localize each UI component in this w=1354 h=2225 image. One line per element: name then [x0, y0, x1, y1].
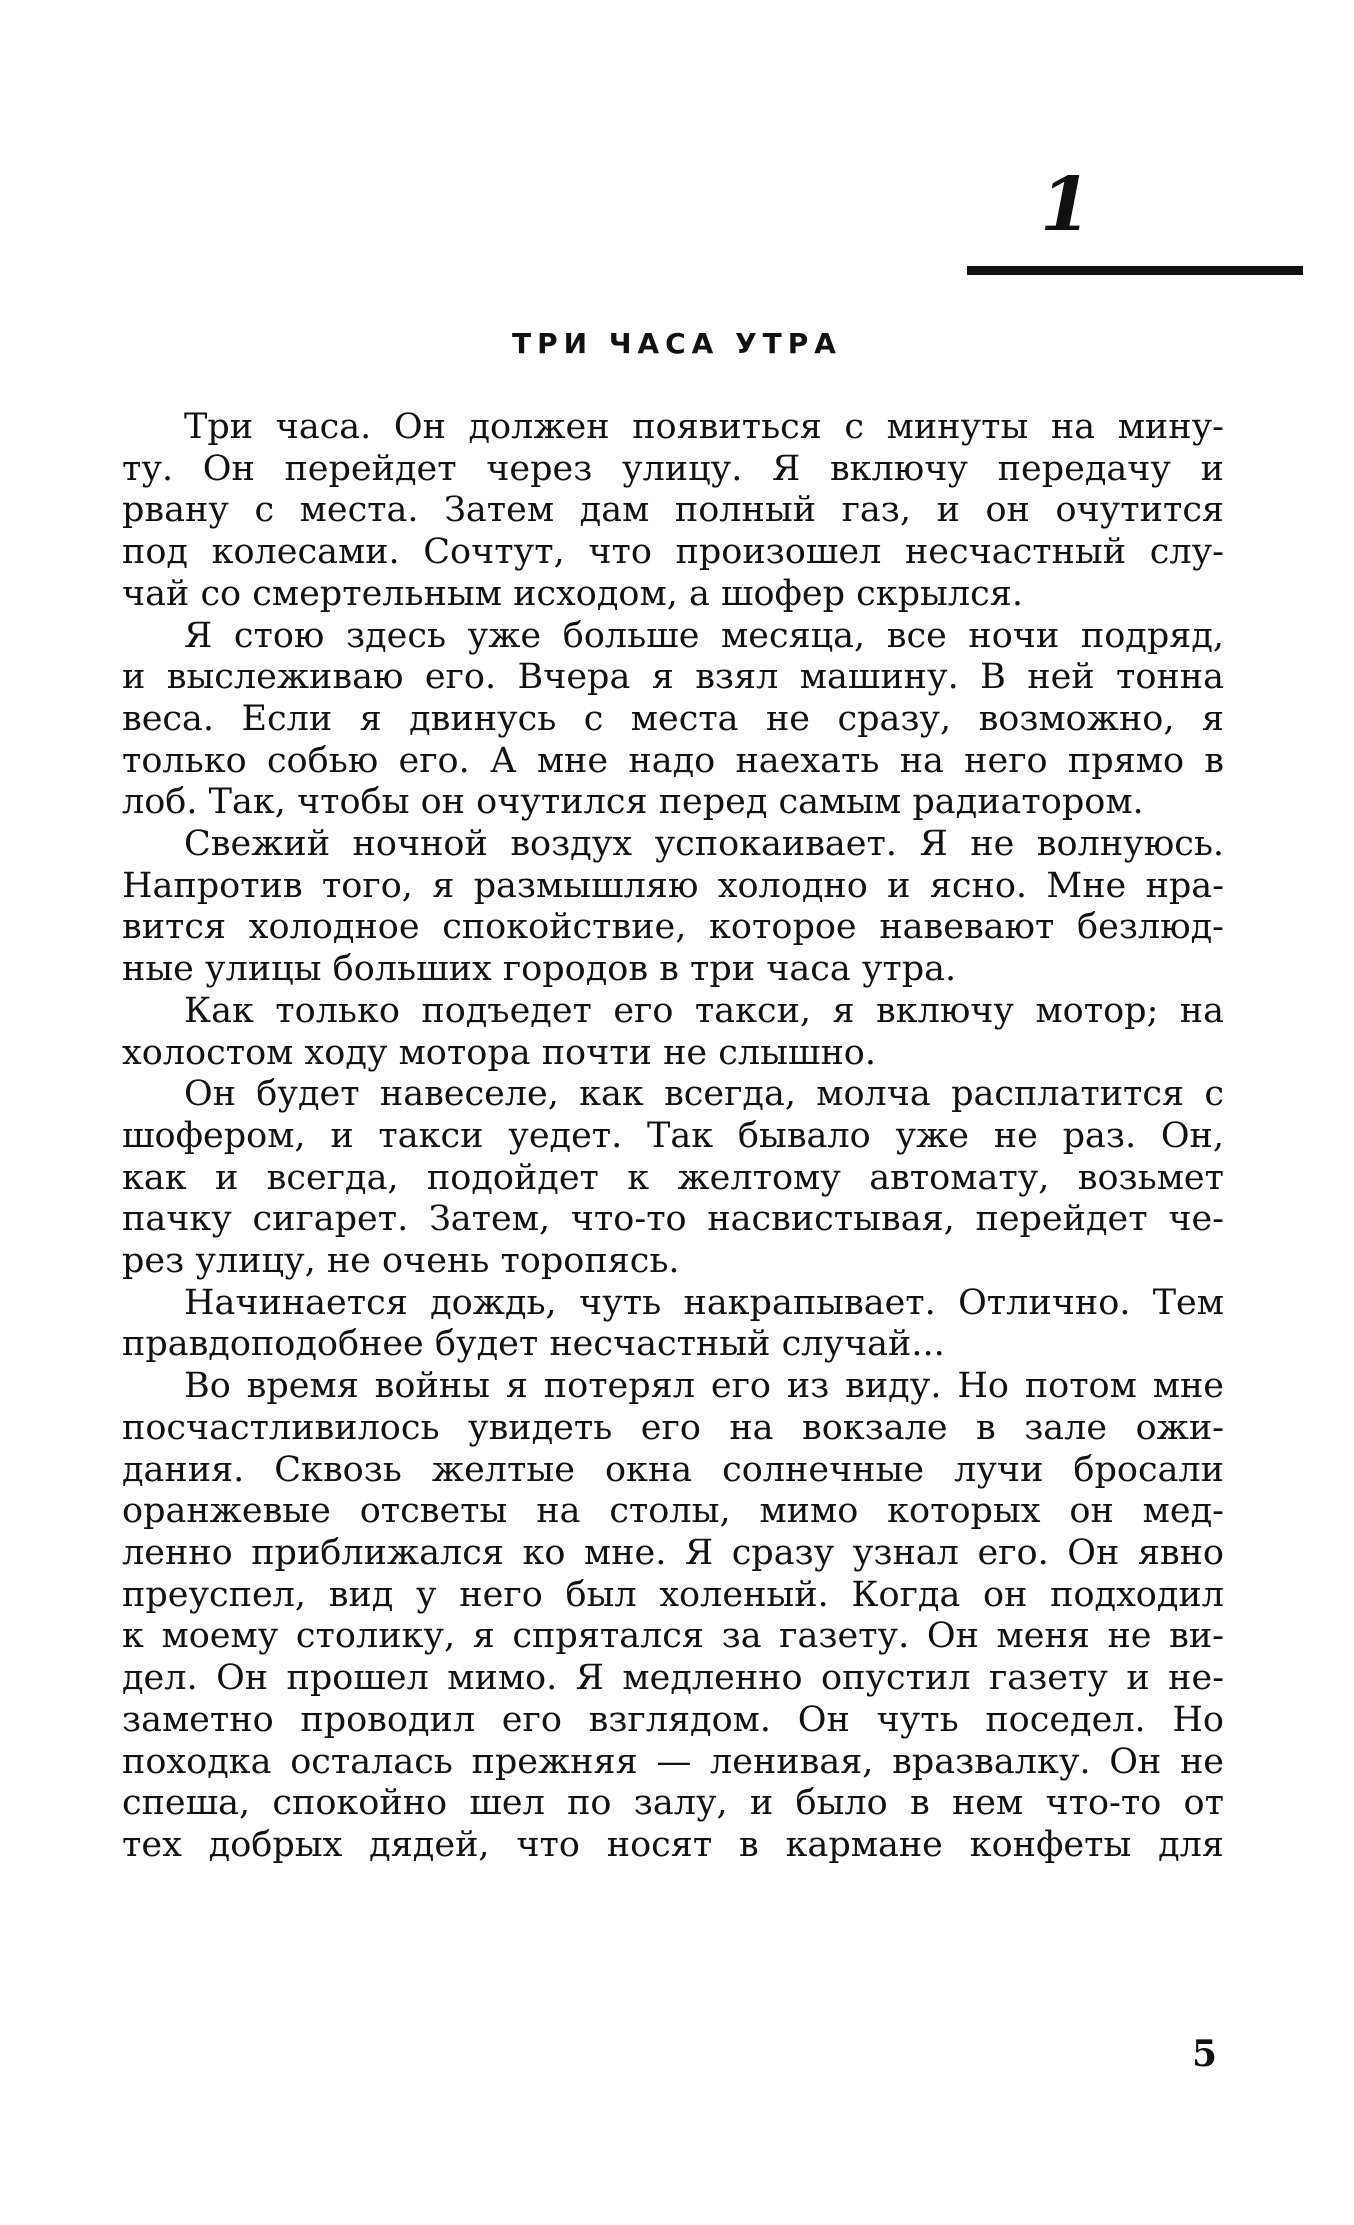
paragraph: [122, 616, 1224, 825]
text-line: веса. Если я двинусь с места не сразу, возможно, я: [122, 698, 1224, 739]
text-line: Свежий ночной воздух успокаивает. Я не волнуюсь.: [184, 824, 1224, 865]
text-line: спеша, спокойно шел по залу, и было в нем что-то от: [122, 1783, 1224, 1824]
text-line: только собью его. А мне надо наехать на него прямо в: [122, 740, 1224, 781]
text-line: Как только подъедет его такси, я включу мотор; на: [184, 990, 1224, 1031]
paragraph: [122, 991, 1224, 1074]
text-line: преуспел, вид у него был холеный. Когда он подходил: [122, 1574, 1224, 1615]
text-line: оранжевые отсветы на столы, мимо которых он мед-: [122, 1491, 1224, 1532]
text-line: ные улицы больших городов в три часа утра.: [122, 949, 957, 990]
text-line: рвану с места. Затем дам полный газ, и он очутится: [122, 490, 1224, 531]
text-line: к моему столику, я спрятался за газету. Он меня не ви-: [122, 1616, 1224, 1657]
text-line: Три часа. Он должен появиться с минуты на мину-: [184, 407, 1224, 447]
text-line: ту. Он перейдет через улицу. Я включу передачу и: [122, 448, 1224, 489]
text-line: и выслеживаю его. Вчера я взял машину. В ней тонна: [122, 657, 1224, 698]
paragraph: [122, 824, 1224, 991]
chapter-title: ТРИ ЧАСА УТРА: [512, 327, 842, 360]
text-line: пачку сигарет. Затем, что-то насвистывая, перейдет че-: [122, 1199, 1224, 1240]
text-line: ленно приближался ко мне. Я сразу узнал его. Он явно: [122, 1532, 1224, 1573]
paragraph: [122, 1074, 1224, 1283]
text-line: как и всегда, подойдет к желтому автомату, возьмет: [122, 1157, 1224, 1198]
text-line: походка осталась прежняя — ленивая, вразвалку. Он не: [122, 1741, 1224, 1782]
text-line: рез улицу, не очень торопясь.: [122, 1241, 680, 1282]
text-line: холостом ходу мотора почти не слышно.: [122, 1032, 876, 1073]
paragraph: [122, 1366, 1224, 1866]
text-line: Напротив того, я размышляю холодно и ясно. Мне нра-: [122, 865, 1224, 906]
paragraph: [122, 1283, 1224, 1366]
text-line: Я стою здесь уже больше месяца, все ночи подряд,: [184, 615, 1224, 656]
text-line: Начинается дождь, чуть накрапывает. Отлично. Тем: [184, 1282, 1224, 1323]
text-line: тех добрых дядей, что носят в кармане конфеты для: [122, 1824, 1224, 1865]
text-line: дания. Сквозь желтые окна солнечные лучи бросали: [122, 1449, 1224, 1490]
body-text: [122, 407, 1224, 1867]
paragraph: [122, 407, 1224, 616]
page-number: 5: [1192, 2033, 1218, 2075]
chapter-number: 1: [1040, 162, 1092, 248]
text-line: под колесами. Сочтут, что произошел несчастный слу-: [122, 532, 1224, 573]
chapter-rule: [967, 266, 1303, 275]
text-line: Он будет навеселе, как всегда, молча расплатится с: [184, 1074, 1224, 1115]
text-line: заметно проводил его взглядом. Он чуть поседел. Но: [122, 1699, 1224, 1740]
text-line: Во время войны я потерял его из виду. Но потом мне: [184, 1366, 1224, 1407]
text-line: правдоподобнее будет несчастный случай...: [122, 1324, 945, 1365]
text-line: посчастливилось увидеть его на вокзале в зале ожи-: [122, 1407, 1224, 1448]
text-line: лоб. Так, чтобы он очутился перед самым радиатором.: [122, 782, 1144, 823]
text-line: чай со смертельным исходом, а шофер скрылся.: [122, 573, 1023, 614]
text-line: шофером, и такси уедет. Так бывало уже не раз. Он,: [122, 1115, 1224, 1156]
text-line: вится холодное спокойствие, которое навевают безлюд-: [122, 907, 1224, 948]
text-line: дел. Он прошел мимо. Я медленно опустил газету и не-: [122, 1658, 1224, 1699]
